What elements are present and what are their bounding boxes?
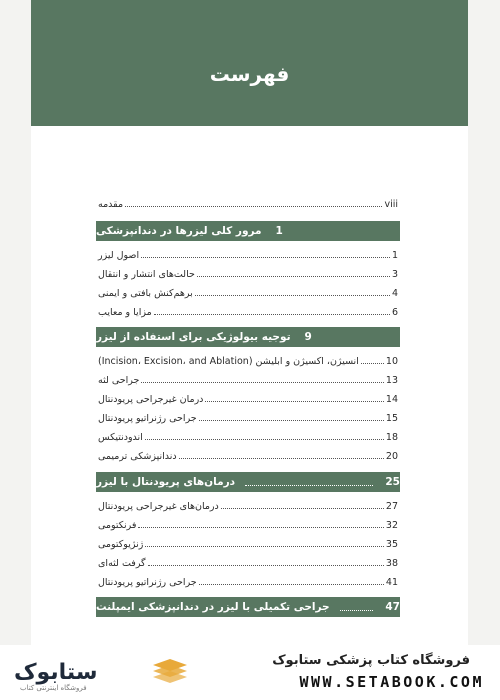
dot-leader (340, 604, 374, 611)
toc-entry-label: اصول لیزر (98, 250, 140, 261)
toc-entry[interactable] (96, 389, 400, 405)
chapter-title: جراحی تکمیلی با لیزر در دندانپزشکی ایمپلنت (96, 601, 330, 613)
toc-entry-page: 13 (385, 375, 398, 386)
dot-leader (141, 382, 383, 383)
toc-entry-page: 41 (385, 577, 398, 588)
chapter-title: مرور کلی لیزرها در دندانپزشکی (96, 225, 262, 237)
toc-chapter-3[interactable] (96, 472, 400, 492)
toc-entry-label: درمان‌های غیرجراحی پریودنتال (98, 501, 219, 512)
store-url-link[interactable]: WWW.SETABOOK.COM (299, 673, 484, 691)
toc-entry-label: برهم‌کنش بافتی و ایمنی (98, 288, 193, 299)
toc-entry-label: جراحی رژنراتیو پریودنتال (98, 413, 197, 424)
chapter-title: توجیه بیولوژیکی برای استفاده از لیزر (96, 331, 291, 343)
dot-leader (145, 546, 384, 547)
toc-entry[interactable] (96, 245, 400, 261)
toc-entry[interactable] (96, 283, 400, 299)
toc-entry-label: درمان غیرجراحی پریودنتال (98, 394, 204, 405)
dot-leader (205, 401, 383, 402)
toc-entry-page: 18 (385, 432, 398, 443)
toc-entry-page: 3 (391, 269, 398, 280)
toc-entry-page: 4 (391, 288, 398, 299)
toc-entry[interactable] (96, 302, 400, 318)
toc-entry-label: انسیژن، اکسیژن و ابلیشن (Incision، Excision، and Ablation) (98, 356, 359, 367)
toc-entry-label: اندودنتیکس (98, 432, 143, 443)
toc-entry[interactable] (96, 534, 400, 550)
dot-leader (179, 458, 384, 459)
toc-chapter-4[interactable] (96, 597, 400, 617)
dot-leader (199, 420, 384, 421)
toc-entry[interactable] (96, 446, 400, 462)
toc-entry-page: 15 (385, 413, 398, 424)
dot-leader (138, 527, 383, 528)
toc-entry-label: جراحی لثه (98, 375, 140, 386)
dot-leader (221, 508, 384, 509)
toc-entry[interactable] (96, 408, 400, 424)
setabook-logo[interactable] (10, 655, 190, 693)
toc-entry[interactable] (96, 264, 400, 280)
dot-leader (154, 314, 390, 315)
toc-entry[interactable] (96, 572, 400, 588)
toc-chapter-1[interactable] (96, 221, 400, 241)
toc-entry[interactable] (96, 370, 400, 386)
toc-entry-page: 14 (385, 394, 398, 405)
dot-leader (245, 479, 373, 486)
dot-leader (197, 276, 390, 277)
dot-leader (148, 565, 384, 566)
toc-entry-label: مقدمه (98, 199, 124, 210)
store-name: فروشگاه کتاب پزشکی ستابوک (272, 653, 470, 668)
chapter-page: 47 (385, 601, 400, 613)
toc-entry-page: 6 (391, 307, 398, 318)
dot-leader (361, 363, 384, 364)
chapter-page: 1 (275, 225, 283, 237)
dot-leader (125, 206, 382, 207)
toc-entry-page: viii (384, 199, 398, 210)
dot-leader (195, 295, 390, 296)
chapter-page: 9 (304, 331, 312, 343)
page-header (31, 0, 468, 126)
logo-subtext: فروشگاه اینترنتی کتاب (20, 684, 87, 692)
logo-book-icon (153, 659, 187, 683)
chapter-title: درمان‌های پریودنتال با لیزر (96, 476, 236, 488)
toc-entry-label: مزایا و معایب (98, 307, 152, 318)
toc-entry[interactable] (96, 496, 400, 512)
chapter-page: 25 (385, 476, 400, 488)
toc-entry-label: فرنکتومی (98, 520, 137, 531)
toc-entry-intro[interactable] (96, 194, 400, 210)
toc-entry-page: 1 (391, 250, 398, 261)
toc-entry-label: حالت‌های انتشار و انتقال (98, 269, 195, 280)
toc-entry[interactable] (96, 515, 400, 531)
toc-entry-page: 35 (385, 539, 398, 550)
dot-leader (141, 257, 390, 258)
toc-entry-page: 20 (385, 451, 398, 462)
toc-entry[interactable] (96, 427, 400, 443)
toc-entry[interactable] (96, 351, 400, 367)
toc-entry-label: گرفت لثه‌ای (98, 558, 146, 569)
toc-entry[interactable] (96, 553, 400, 569)
toc-entry-label: ژنژیوکتومی (98, 539, 144, 550)
page-title: فهرست (209, 62, 290, 86)
toc-entry-page: 32 (385, 520, 398, 531)
toc-entry-page: 10 (385, 356, 398, 367)
toc-chapter-2[interactable] (96, 327, 400, 347)
dot-leader (199, 584, 384, 585)
toc-entry-page: 27 (385, 501, 398, 512)
toc-entry-label: دندانپزشکی ترمیمی (98, 451, 177, 462)
dot-leader (145, 439, 384, 440)
toc-entry-label: جراحی رژنراتیو پریودنتال (98, 577, 197, 588)
toc-entry-page: 38 (385, 558, 398, 569)
logo-text: ستابوک (14, 660, 98, 685)
logo-wordmark (14, 660, 97, 692)
